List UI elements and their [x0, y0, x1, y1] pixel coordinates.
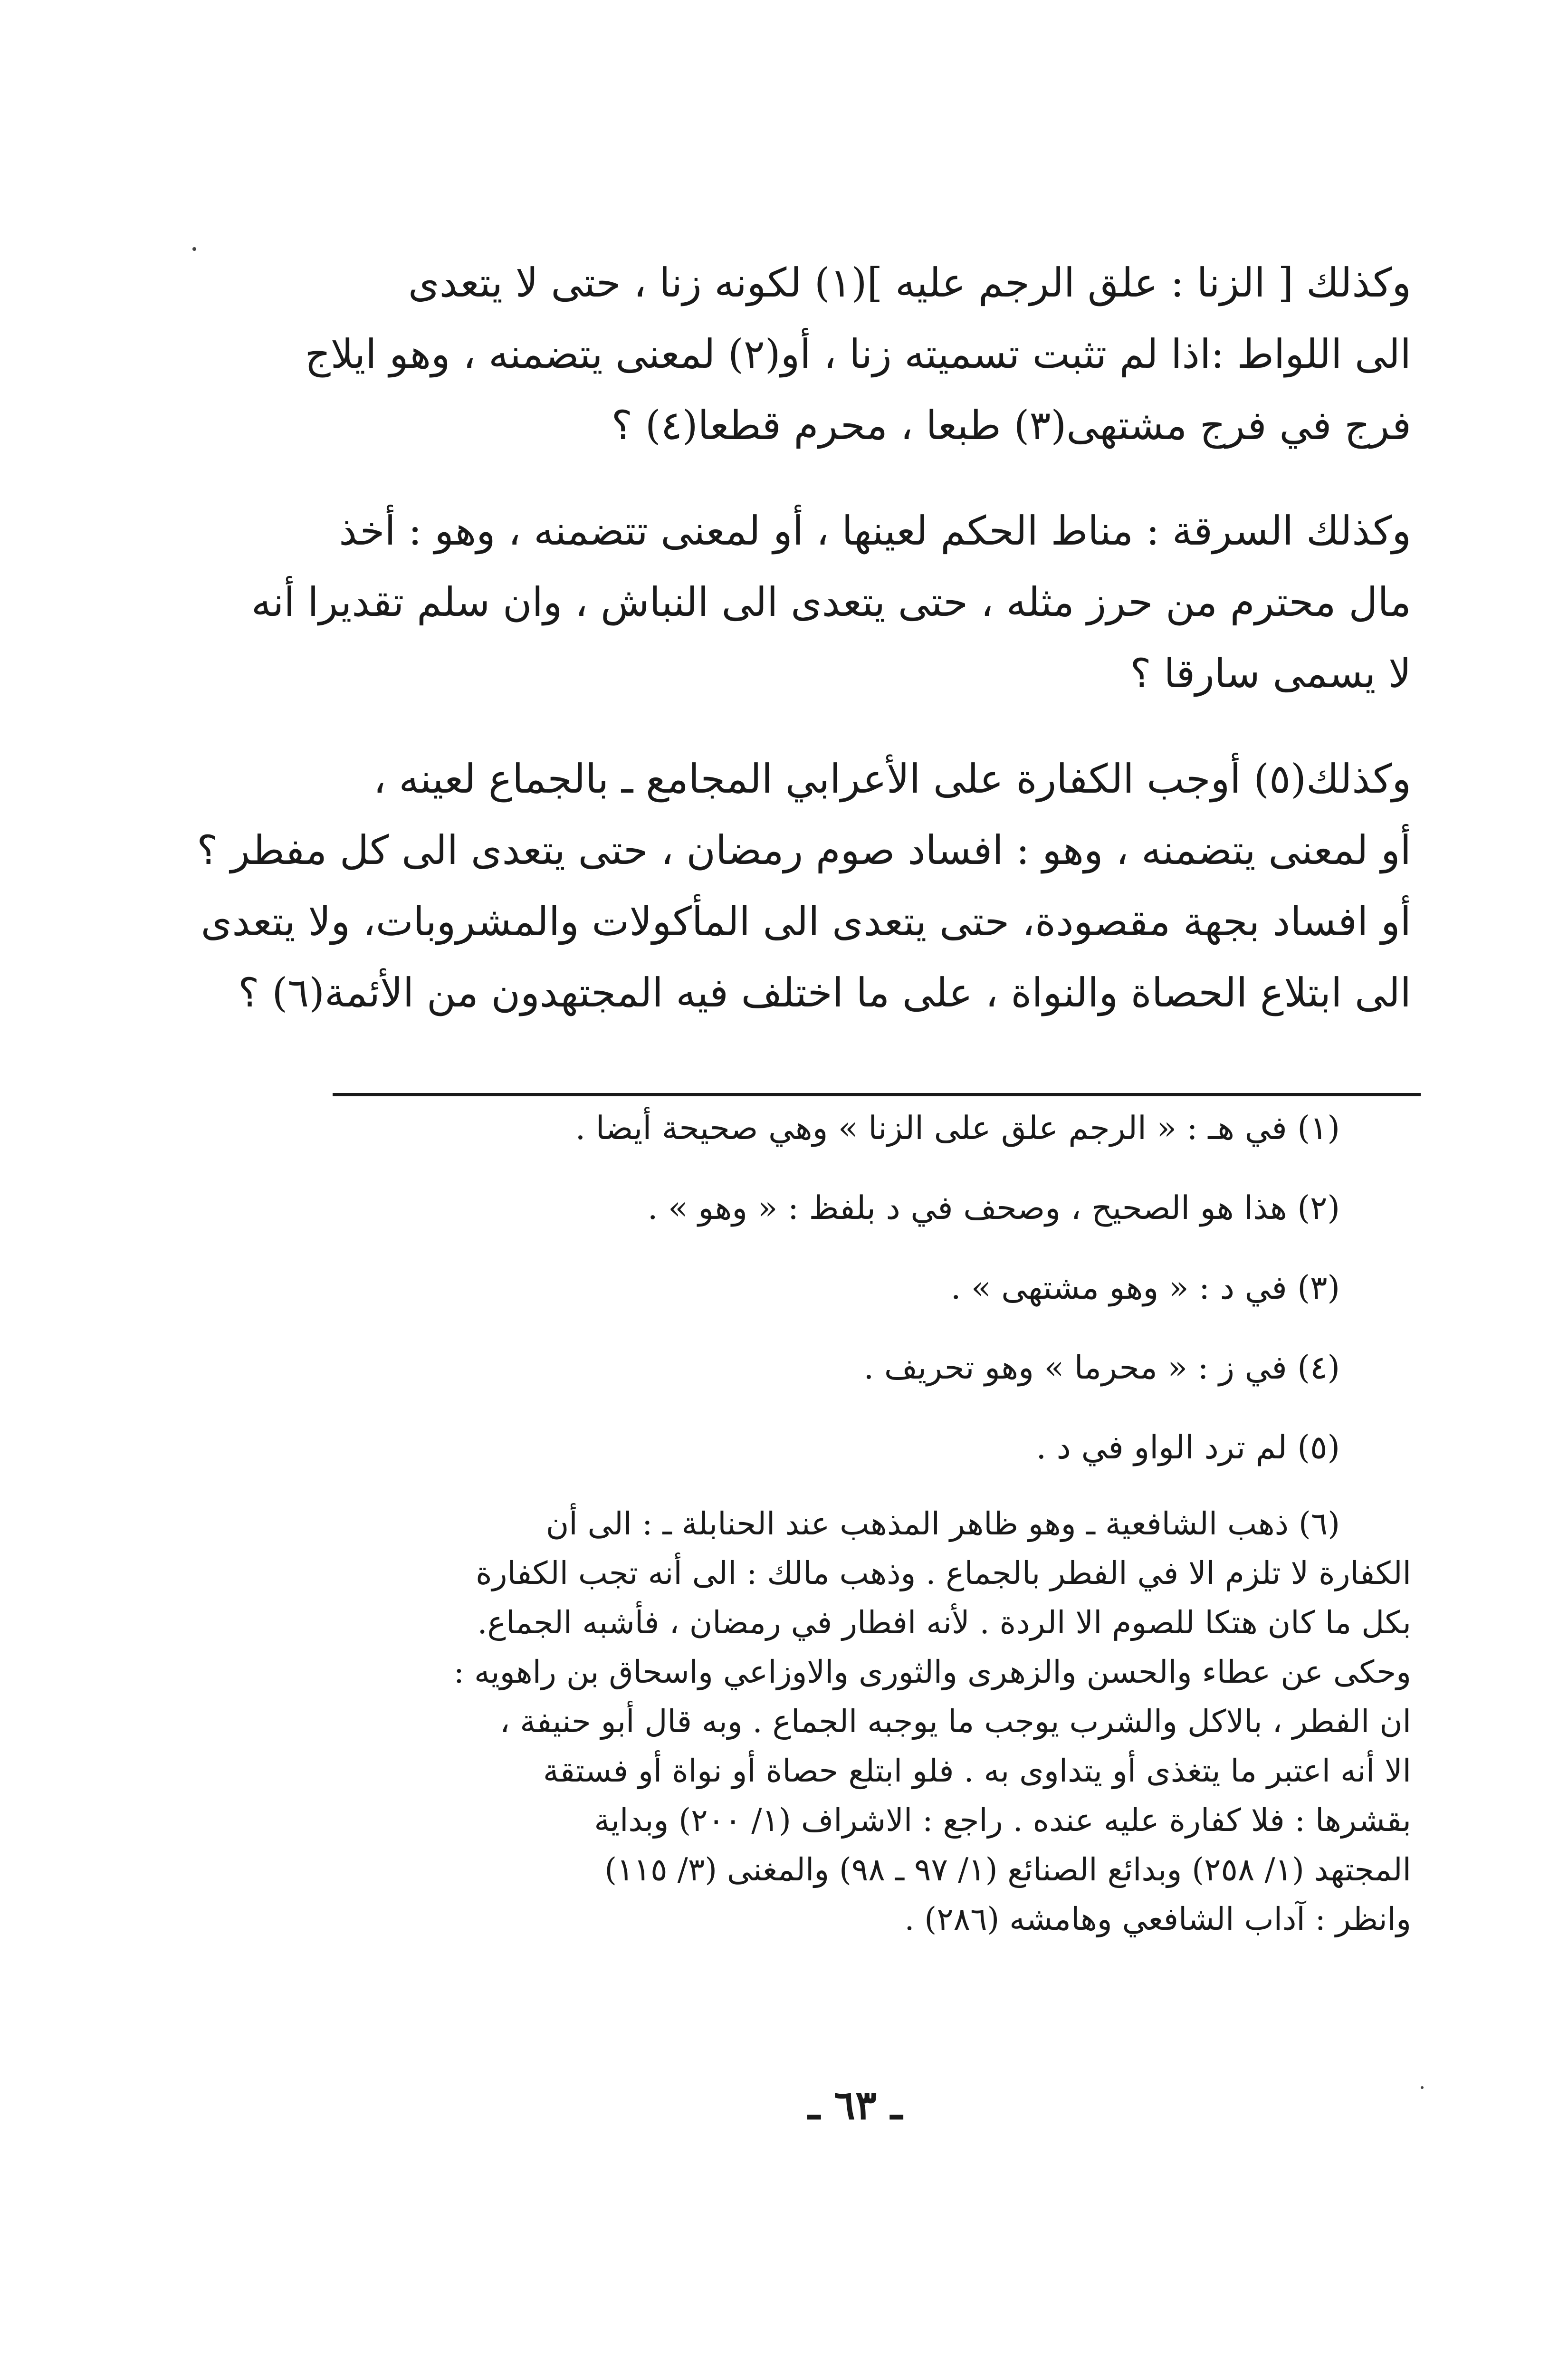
text-line: فرج في فرج مشتهى(٣) طبعا ، محرم قطعا(٤) ؟: [611, 402, 1411, 449]
footnote-line: بكل ما كان هتكا للصوم الا الردة . لأنه افطار في رمضان ، فأشبه الجماع.: [477, 1604, 1411, 1641]
footnote-line: ان الفطر ، بالاكل والشرب يوجب ما يوجبه الجماع . وبه قال أبو حنيفة ،: [500, 1703, 1411, 1740]
text-line: الى اللواط :اذا لم تثبت تسميته زنا ، أو(٢) لمعنى يتضمنه ، وهو ايلاج: [305, 331, 1411, 377]
footnote-6: [333, 1499, 1411, 1944]
text-line: مال محترم من حرز مثله ، حتى يتعدى الى النباش ، وان سلم تقديرا أنه: [251, 579, 1411, 625]
text-line: لا يسمى سارقا ؟: [1130, 650, 1411, 697]
scan-speck: [192, 247, 196, 251]
text-line: وكذلك السرقة : مناط الحكم لعينها ، أو لمعنى تتضمنه ، وهو : أخذ: [339, 508, 1411, 554]
footnote-2: (٢) هذا هو الصحيح ، وصحف في د بلفظ : « وهو » .: [647, 1189, 1340, 1227]
footnote-divider: [333, 1093, 1421, 1096]
page-number: ـ ٦٣ ـ: [808, 2081, 902, 2128]
footnote-3: (٣) في د : « وهو مشتهى » .: [950, 1269, 1340, 1307]
footnote-line: الكفارة لا تلزم الا في الفطر بالجماع . وذهب مالك : الى أنه تجب الكفارة: [476, 1555, 1411, 1591]
footnote-line: (٦) ذهب الشافعية ـ وهو ظاهر المذهب عند الحنابلة ـ : الى أن: [545, 1505, 1340, 1542]
text-line: وكذلك(٥) أوجب الكفارة على الأعرابي المجامع ـ بالجماع لعينه ،: [373, 756, 1411, 802]
footnote-1: (١) في هـ : « الرجم علق على الزنا » وهي صحيحة أيضا .: [575, 1110, 1340, 1147]
paragraph-adultery: [304, 247, 1411, 461]
text-line: وكذلك [ الزنا : علق الرجم عليه ](١) لكونه زنا ، حتى لا يتعدى: [408, 259, 1411, 306]
footnote-line: الا أنه اعتبر ما يتغذى أو يتداوى به . فلو ابتلع حصاة أو نواة أو فستقة: [543, 1753, 1411, 1789]
footnote-line: وحكى عن عطاء والحسن والزهرى والثورى والاوزاعي واسحاق بن راهويه :: [453, 1654, 1411, 1690]
text-line: الى ابتلاع الحصاة والنواة ، على ما اختلف فيه المجتهدون من الأئمة(٦) ؟: [238, 969, 1411, 1016]
paragraph-expiation: [197, 743, 1411, 1028]
footnote-5: (٥) لم ترد الواو في د .: [1036, 1429, 1340, 1466]
text-line: أو افساد بجهة مقصودة، حتى يتعدى الى المأكولات والمشروبات، ولا يتعدى: [201, 898, 1411, 945]
paragraph-theft: [251, 495, 1411, 709]
footnote-line: بقشرها : فلا كفارة عليه عنده . راجع : الاشراف (١/ ٢٠٠) وبداية: [594, 1802, 1411, 1839]
footnotes: [333, 1100, 1411, 1944]
footnote-line: وانظر : آداب الشافعي وهامشه (٢٨٦) .: [904, 1901, 1411, 1937]
scan-speck: [1421, 2086, 1424, 2089]
text-line: أو لمعنى يتضمنه ، وهو : افساد صوم رمضان ، حتى يتعدى الى كل مفطر ؟: [197, 827, 1411, 873]
footnote-line: المجتهد (١/ ٢٥٨) وبدائع الصنائع (١/ ٩٧ ـ ٩٨) والمغنى (٣/ ١١٥): [604, 1851, 1411, 1888]
main-text: [197, 247, 1411, 1063]
footnote-4: (٤) في ز : « محرما » وهو تحريف .: [863, 1349, 1340, 1387]
